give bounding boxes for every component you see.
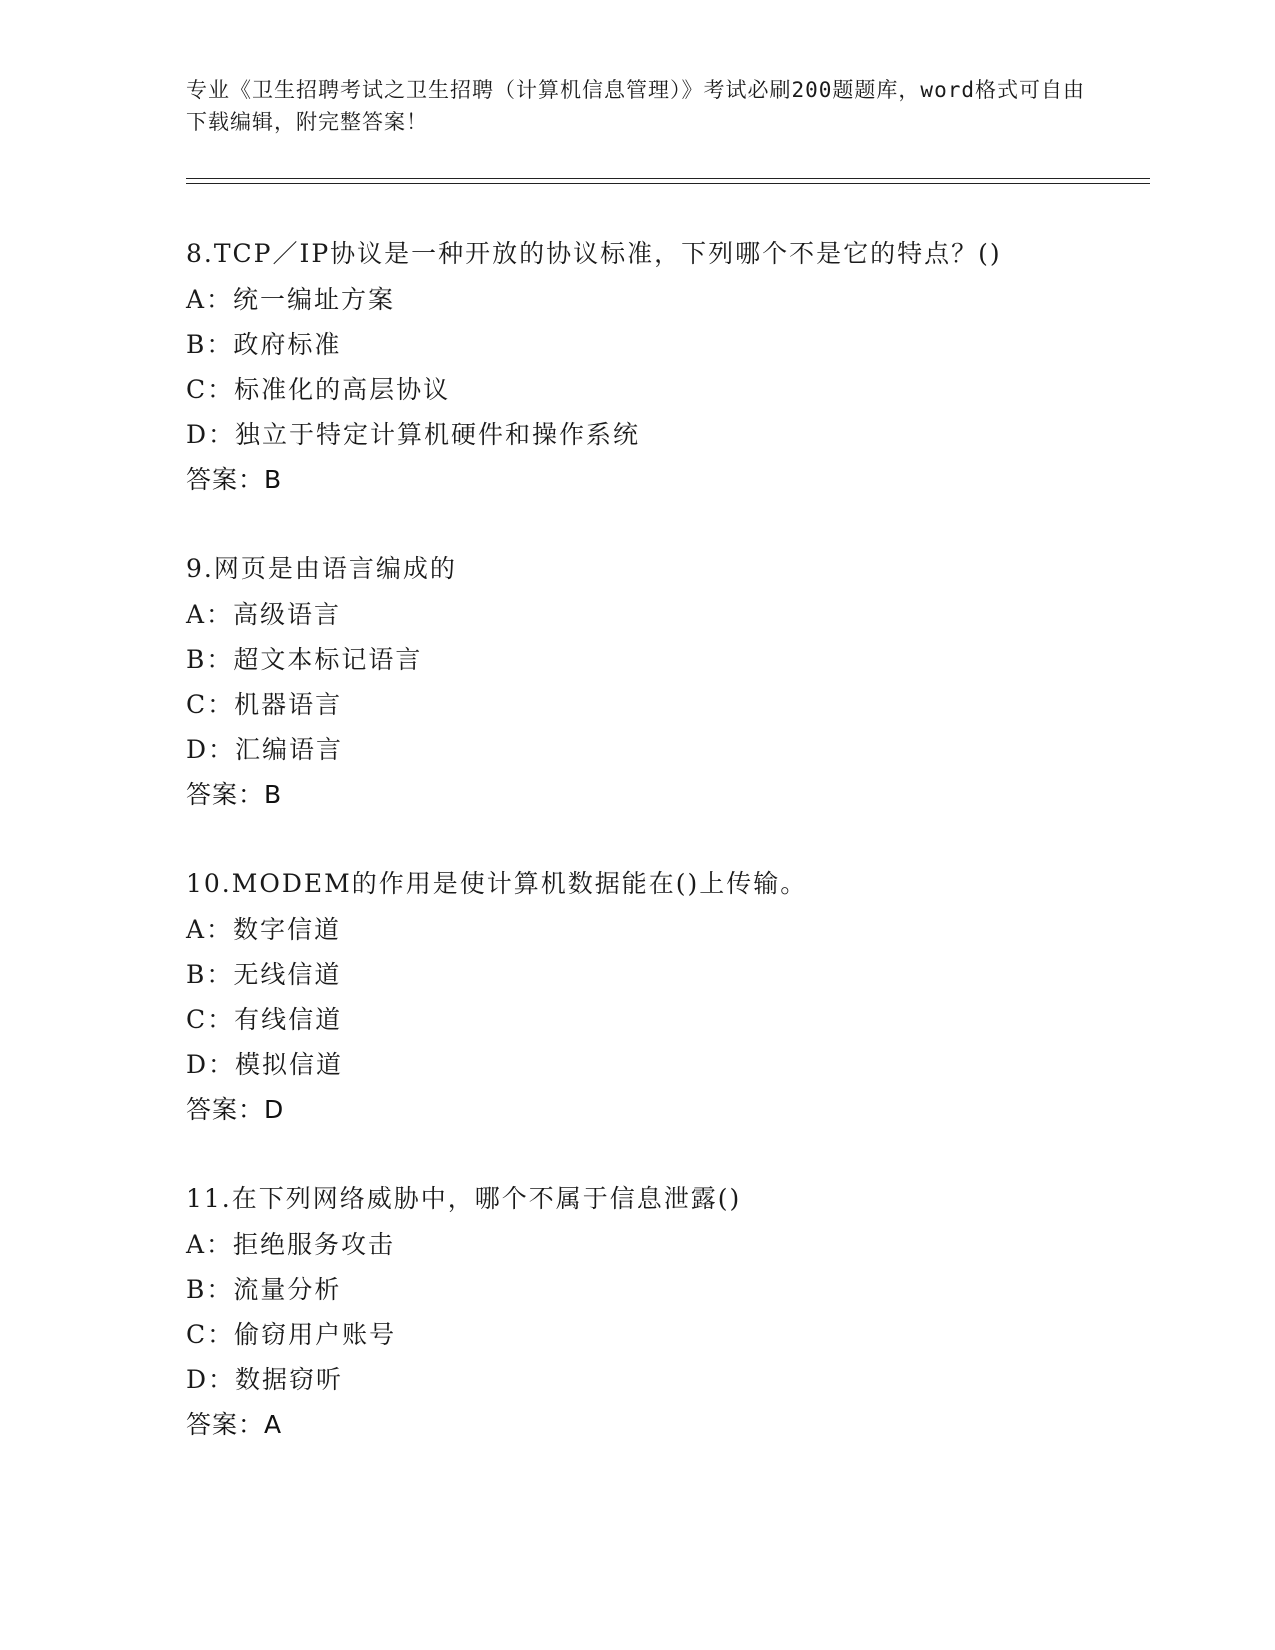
question-stem: 11.在下列网络威胁中，哪个不属于信息泄露() bbox=[186, 1184, 742, 1213]
header-divider-double bbox=[186, 183, 1150, 184]
option-a: A：统一编址方案 bbox=[186, 285, 396, 314]
question-block bbox=[186, 231, 1146, 502]
question-stem: 8.TCP／IP协议是一种开放的协议标准，下列哪个不是它的特点？() bbox=[186, 239, 1002, 268]
answer: 答案：B bbox=[186, 465, 283, 494]
option-d: D：模拟信道 bbox=[186, 1050, 344, 1079]
option-a: A：高级语言 bbox=[186, 600, 342, 629]
option-b: B：政府标准 bbox=[186, 330, 342, 359]
option-b: B：超文本标记语言 bbox=[186, 645, 423, 674]
option-d: D：独立于特定计算机硬件和操作系统 bbox=[186, 420, 641, 449]
answer: 答案：B bbox=[186, 780, 283, 809]
answer: 答案：D bbox=[186, 1095, 285, 1124]
option-d: D：数据窃听 bbox=[186, 1365, 344, 1394]
page-header: 专业《卫生招聘考试之卫生招聘（计算机信息管理）》考试必刷200题题库，word格式可自由下载编辑，附完整答案！ bbox=[186, 78, 1085, 134]
option-b: B：流量分析 bbox=[186, 1275, 342, 1304]
option-c: C：有线信道 bbox=[186, 1005, 343, 1034]
question-stem: 10.MODEM的作用是使计算机数据能在()上传输。 bbox=[186, 869, 808, 898]
question-block bbox=[186, 546, 1146, 817]
question-stem: 9.网页是由语言编成的 bbox=[186, 554, 457, 583]
option-a: A：数字信道 bbox=[186, 915, 342, 944]
option-d: D：汇编语言 bbox=[186, 735, 344, 764]
question-block bbox=[186, 1176, 1146, 1447]
option-c: C：标准化的高层协议 bbox=[186, 375, 451, 404]
option-b: B：无线信道 bbox=[186, 960, 342, 989]
answer: 答案：A bbox=[186, 1410, 283, 1439]
option-c: C：偷窃用户账号 bbox=[186, 1320, 397, 1349]
question-block bbox=[186, 861, 1146, 1132]
option-c: C：机器语言 bbox=[186, 690, 343, 719]
header-divider bbox=[186, 178, 1150, 179]
option-a: A：拒绝服务攻击 bbox=[186, 1230, 396, 1259]
